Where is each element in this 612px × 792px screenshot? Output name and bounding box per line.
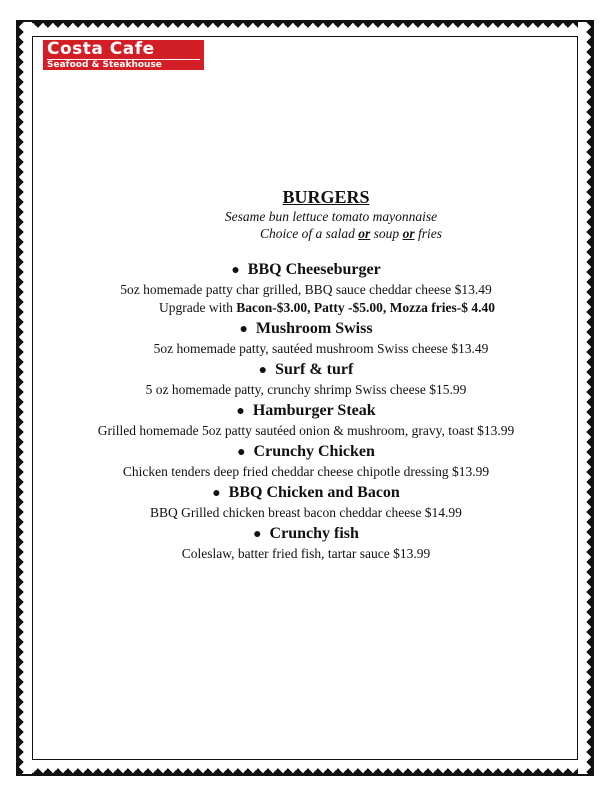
menu-item-name [36,319,576,340]
menu-item-name [36,524,576,545]
bullet-icon: ● [231,263,240,278]
item-name-text: Crunchy Chicken [253,443,375,460]
border-zigzag-right [578,22,592,774]
menu-item-name [36,360,576,381]
border-zigzag-top [18,22,592,36]
menu-item-name [36,401,576,422]
menu-item-description: Coleslaw, batter fried fish, tartar sauce $13.99 [181,546,431,561]
menu-item-description: BBQ Grilled chicken breast bacon cheddar cheese $14.99 [150,505,462,520]
item-name-text: BBQ Cheeseburger [247,261,381,278]
menu-item-description: 5 oz homemade patty, crunchy shrimp Swiss cheese $15.99 [145,382,467,397]
costa-cafe-logo [43,40,204,70]
menu-item-upgrade [36,299,576,317]
menu-item-name [36,442,576,463]
upgrade-options: Bacon-$3.00, Patty -$5.00, Mozza fries-$ 4.40 [236,300,495,315]
subtitle-text-2: soup [370,226,403,241]
border-zigzag-bottom [18,760,592,774]
section-subtitle-2 [36,225,576,242]
logo-tagline: Seafood & Steakhouse [47,59,200,70]
bullet-icon: ● [236,404,245,419]
section-title: BURGERS [282,187,370,207]
bullet-icon: ● [258,363,268,378]
item-name-text: Surf & turf [275,361,354,378]
bullet-icon: ● [237,445,246,460]
border-zigzag-left [18,22,32,774]
item-name-text: Mushroom Swiss [255,320,373,337]
upgrade-prefix: Upgrade with [159,300,237,315]
menu-item-description: 5oz homemade patty, sautéed mushroom Swiss cheese $13.49 [153,341,489,356]
item-name-text: Crunchy fish [269,525,359,542]
subtitle-text-1: Choice of a salad [260,226,359,241]
menu-section [36,186,576,563]
menu-item-description: 5oz homemade patty char grilled, BBQ sauce cheddar cheese $13.49 [120,282,492,297]
menu-items-list [36,260,576,563]
bullet-icon: ● [212,486,221,501]
subtitle-or-2: or [402,226,415,241]
menu-item-name [36,483,576,504]
logo-name: Costa Cafe [47,39,155,59]
item-name-text: BBQ Chicken and Bacon [228,484,400,501]
menu-item-description: Chicken tenders deep fried cheddar cheese chipotle dressing $13.99 [122,464,490,479]
bullet-icon: ● [239,322,248,337]
item-name-text: Hamburger Steak [252,402,376,419]
menu-item-name [36,260,576,281]
subtitle-text-3: fries [414,226,442,241]
section-subtitle-1: Sesame bun lettuce tomato mayonnaise [224,209,438,224]
menu-item-description: Grilled homemade 5oz patty sautéed onion & mushroom, gravy, toast $13.99 [97,423,515,438]
subtitle-or-1: or [358,226,371,241]
bullet-icon: ● [253,527,262,542]
